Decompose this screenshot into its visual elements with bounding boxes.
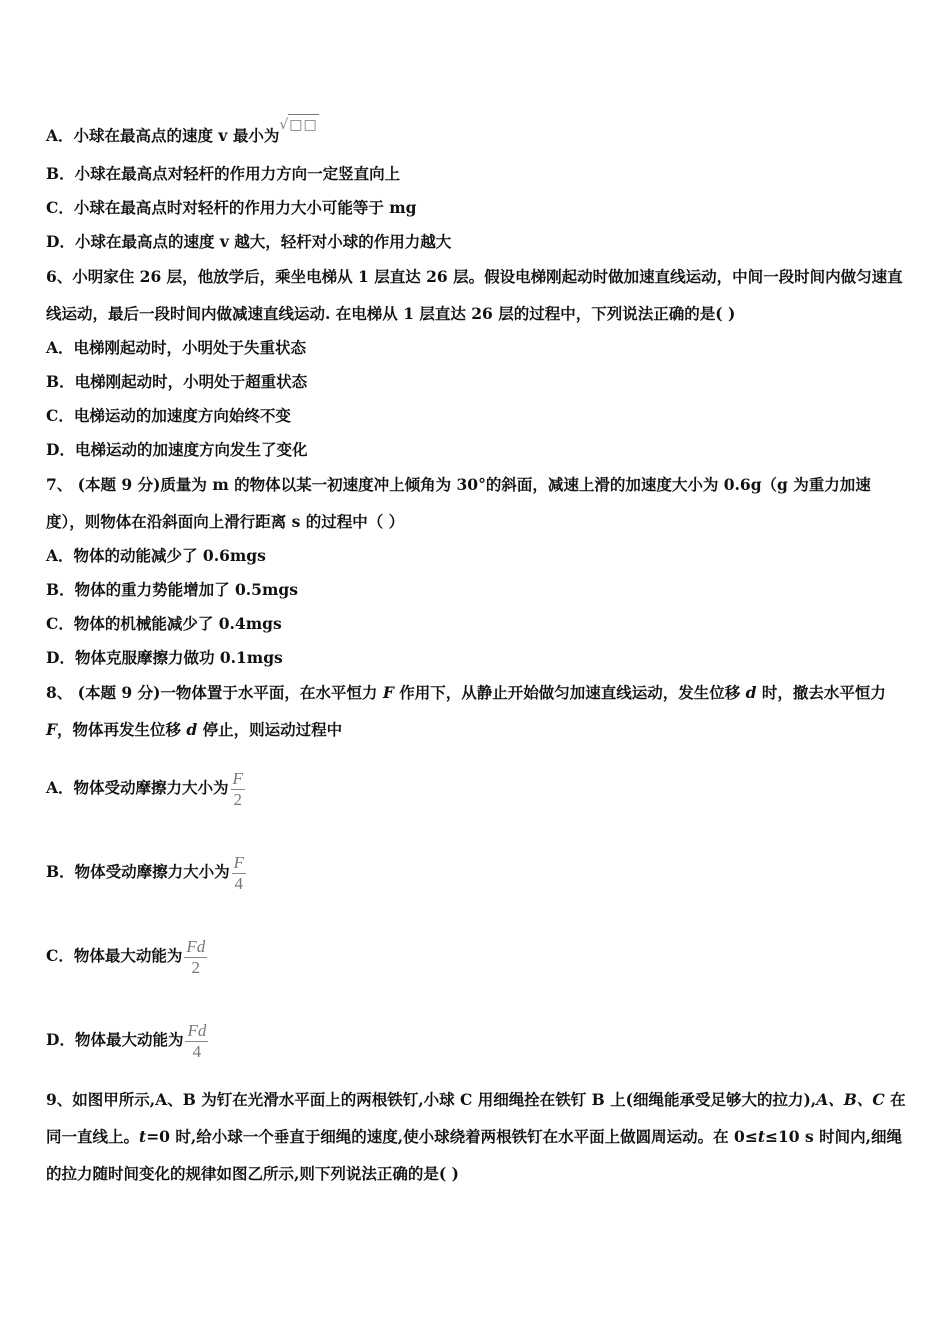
q7-option-d: D．物体克服摩擦力做功 0.1mgs — [46, 648, 283, 667]
q6-option-d: D．电梯运动的加速度方向发生了变化 — [46, 440, 308, 459]
q6-option-c: C．电梯运动的加速度方向始终不变 — [46, 406, 291, 425]
q8-option-a-text: A．物体受动摩擦力大小为 — [46, 778, 229, 797]
sqrt-expression: √□□ — [279, 114, 318, 135]
q8-stem: 8、 (本题 9 分)一物体置于水平面，在水平恒力 F 作用下，从静止开始做匀加速直线运动，发生位移 d 时，撤去水平恒力 F，物体再发生位移 d 停止，则运动过程中 — [46, 683, 886, 739]
q9-stem: 9、如图甲所示,A、B 为钉在光滑水平面上的两根铁钉,小球 C 用细绳拴在铁钉 B 上(细绳能承受足够大的拉力),A、B、C 在同一直线上。t=0 时,给小球一个垂直于细绳的速度,使小球绕着两根铁钉在水平面上做圆周运动。在 0≤t≤10 s 时间内,细绳的拉力随时间变化的规律如图乙所示,则下列说法正确的是( ) — [46, 1090, 906, 1183]
q7-stem: 7、 (本题 9 分)质量为 m 的物体以某一初速度冲上倾角为 30°的斜面，减速上滑的加速度大小为 0.6g（g 为重力加速度），则物体在沿斜面向上滑行距离 s 的过程中（ ） — [46, 475, 871, 531]
q6-stem: 6、小明家住 26 层，他放学后，乘坐电梯从 1 层直达 26 层。假设电梯刚起动时做加速直线运动，中间一段时间内做匀速直线运动，最后一段时间内做减速直线运动. 在电梯从 1 层直达 26 层的过程中，下列说法正确的是( ) — [46, 267, 903, 323]
fraction: $\frac{Fd}{2}$ — [186, 936, 206, 977]
q8-option-d — [46, 1016, 208, 1064]
fraction: $\frac{F}{4}$ — [233, 852, 244, 893]
q5-option-a-text: A．小球在最高点的速度 v 最小为 — [46, 126, 280, 145]
q5-option-a — [46, 114, 319, 146]
q7-option-a: A．物体的动能减少了 0.6mgs — [46, 546, 266, 565]
q8-option-d-text: D．物体最大动能为 — [46, 1030, 184, 1049]
q5-option-c: C．小球在最高点时对轻杆的作用力大小可能等于 mg — [46, 198, 417, 217]
fraction: $\frac{F}{2}$ — [232, 768, 243, 809]
q8-option-b — [46, 848, 246, 896]
q5-option-d: D．小球在最高点的速度 v 越大，轻杆对小球的作用力越大 — [46, 232, 452, 251]
q5-option-b: B．小球在最高点对轻杆的作用力方向一定竖直向上 — [46, 164, 401, 183]
q8-option-b-text: B．物体受动摩擦力大小为 — [46, 862, 230, 881]
q7-option-b: B．物体的重力势能增加了 0.5mgs — [46, 580, 298, 599]
q8-option-a — [46, 764, 245, 812]
q6-option-a: A．电梯刚起动时，小明处于失重状态 — [46, 338, 307, 357]
q7-option-c: C．物体的机械能减少了 0.4mgs — [46, 614, 282, 633]
q6-option-b: B．电梯刚起动时，小明处于超重状态 — [46, 372, 308, 391]
q8-option-c-text: C．物体最大动能为 — [46, 946, 183, 965]
fraction: $\frac{Fd}{4}$ — [187, 1020, 207, 1061]
q8-option-c — [46, 932, 207, 980]
